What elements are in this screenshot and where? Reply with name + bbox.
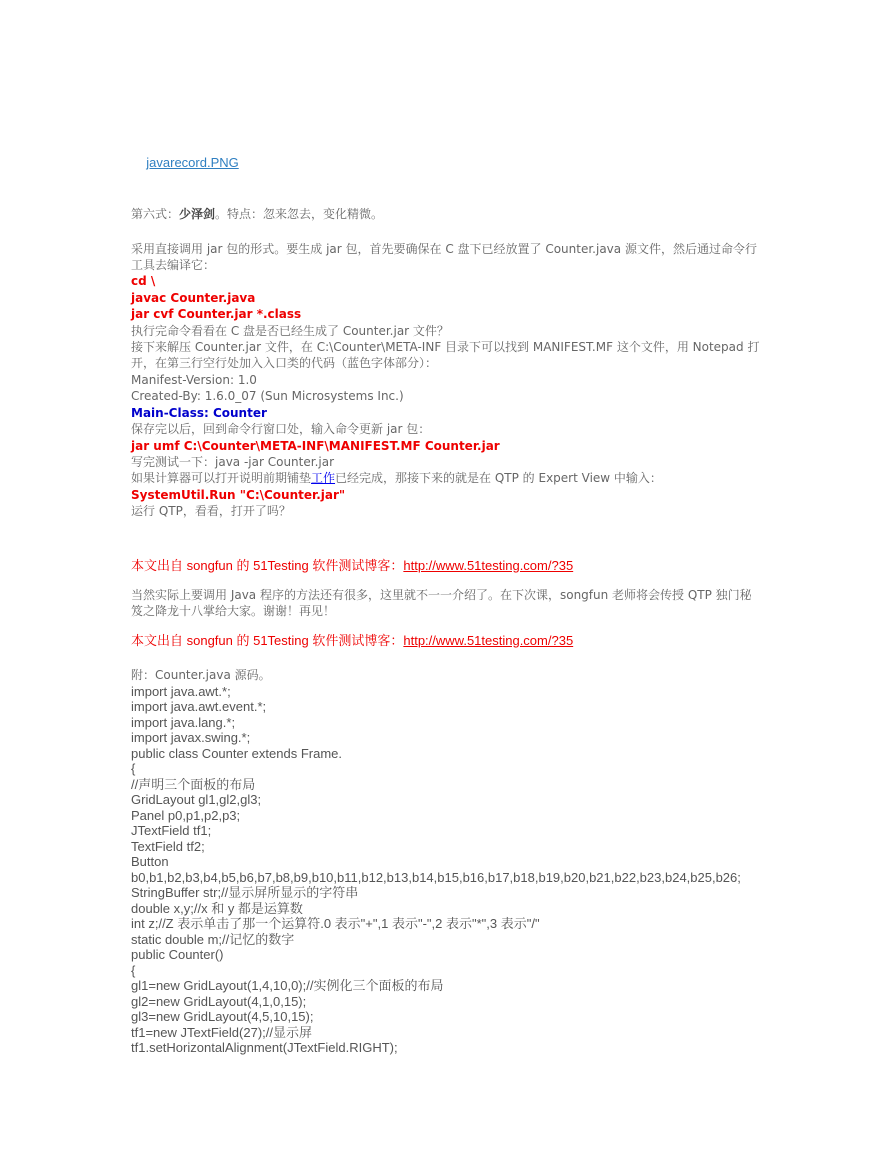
manifest-main-class: Main-Class: Counter: [131, 405, 267, 420]
code-line: TextField tf2;: [131, 838, 205, 854]
code-line: gl1=new GridLayout(1,4,10,0);//实例化三个面板的布局: [131, 978, 444, 994]
paragraph-closing: 当然实际上要调用 Java 程序的方法还有很多，这里就不一一介绍了。在下次课，songfun 老师将会传授 QTP 独门秘笈之降龙十八掌给大家。谢谢！再见！: [131, 587, 752, 619]
command-jar-cvf: jar cvf Counter.jar *.class: [131, 307, 302, 322]
source-line-1: 本文出自 songfun 的 51Testing 软件测试博客：http://www.51testing.com/?35: [131, 557, 574, 573]
command-javac: javac Counter.java: [131, 290, 256, 305]
work-link[interactable]: 工作: [311, 471, 336, 486]
code-line: b0,b1,b2,b3,b4,b5,b6,b7,b8,b9,b10,b11,b12,b13,b14,b15,b16,b17,b18,b19,b20,b21,b22,b23,b24,b25,b26;: [131, 869, 741, 885]
code-line: import javax.swing.*;: [131, 730, 251, 746]
code-line: Button: [131, 854, 169, 870]
manifest-version: Manifest-Version: 1.0: [131, 372, 257, 387]
line-unzip-manifest: 接下来解压 Counter.jar 文件，在 C:\Counter\META-INF 目录下可以找到 MANIFEST.MF 这个文件，用 Notepad 打开，在第三行空行处加入入口类的代码（蓝色字体部分）：: [131, 340, 760, 371]
appendix-heading: 附：Counter.java 源码。: [131, 668, 271, 683]
line-run-qtp: 运行 QTP，看看，打开了吗？: [131, 504, 291, 519]
code-line: StringBuffer str;//显示屏所显示的字符串: [131, 885, 359, 901]
technique-name: 少泽剑: [179, 207, 216, 222]
code-line: static double m;//记忆的数字: [131, 931, 295, 947]
document-page: [131, 139, 763, 1056]
line-qtp-expert-view: 如果计算器可以打开说明前期铺垫工作已经完成，那接下来的就是在 QTP 的 Expert View 中输入：: [131, 471, 662, 486]
code-line: JTextField tf1;: [131, 823, 212, 839]
code-line: double x,y;//x 和 y 都是运算数: [131, 900, 303, 916]
header-image-link[interactable]: javarecord.PNG: [146, 155, 239, 171]
code-line: public class Counter extends Frame.: [131, 745, 342, 761]
command-cd: cd \: [131, 274, 156, 289]
paragraph-jar-intro: 采用直接调用 jar 包的形式。要生成 jar 包，首先要确保在 C 盘下已经放置了 Counter.java 源文件，然后通过命令行工具去编译它：: [131, 241, 757, 273]
code-line: gl3=new GridLayout(4,5,10,15);: [131, 1009, 314, 1025]
line-check-jar: 执行完命令看看在 C 盘是否已经生成了 Counter.jar 文件？: [131, 323, 449, 338]
code-line: import java.awt.*;: [131, 683, 231, 699]
code-line: {: [131, 962, 136, 978]
code-line: //声明三个面板的布局: [131, 776, 256, 792]
code-line: GridLayout gl1,gl2,gl3;: [131, 792, 262, 808]
blog-link-1[interactable]: http://www.51testing.com/?35: [403, 557, 574, 573]
code-line: int z;//Z 表示单击了那一个运算符.0 表示"+",1 表示"-",2 表示"*",3 表示"/": [131, 916, 540, 932]
code-line: tf1.setHorizontalAlignment(JTextField.RIGHT);: [131, 1040, 398, 1056]
intro-line: 第六式：少泽剑。特点：忽来忽去，变化精微。: [131, 207, 384, 222]
code-listing: [131, 684, 763, 1056]
source-line-2: 本文出自 songfun 的 51Testing 软件测试博客：http://www.51testing.com/?35: [131, 632, 574, 648]
code-line: gl2=new GridLayout(4,1,0,15);: [131, 993, 307, 1009]
command-jar-umf: jar umf C:\Counter\META-INF\MANIFEST.MF Counter.jar: [131, 438, 500, 453]
code-line: {: [131, 761, 136, 777]
manifest-created-by: Created-By: 1.6.0_07 (Sun Microsystems Inc.): [131, 389, 404, 404]
code-line: tf1=new JTextField(27);//显示屏: [131, 1024, 312, 1040]
code-line: public Counter(): [131, 947, 224, 963]
line-save-update: 保存完以后，回到命令行窗口处，输入命令更新 jar 包：: [131, 422, 431, 437]
code-line: import java.lang.*;: [131, 714, 236, 730]
code-line: import java.awt.event.*;: [131, 699, 267, 715]
command-systemutil-run: SystemUtil.Run "C:\Counter.jar": [131, 487, 346, 502]
line-test-run: 写完测试一下：java -jar Counter.jar: [131, 454, 335, 469]
blog-link-2[interactable]: http://www.51testing.com/?35: [403, 632, 574, 648]
code-line: Panel p0,p1,p2,p3;: [131, 807, 241, 823]
